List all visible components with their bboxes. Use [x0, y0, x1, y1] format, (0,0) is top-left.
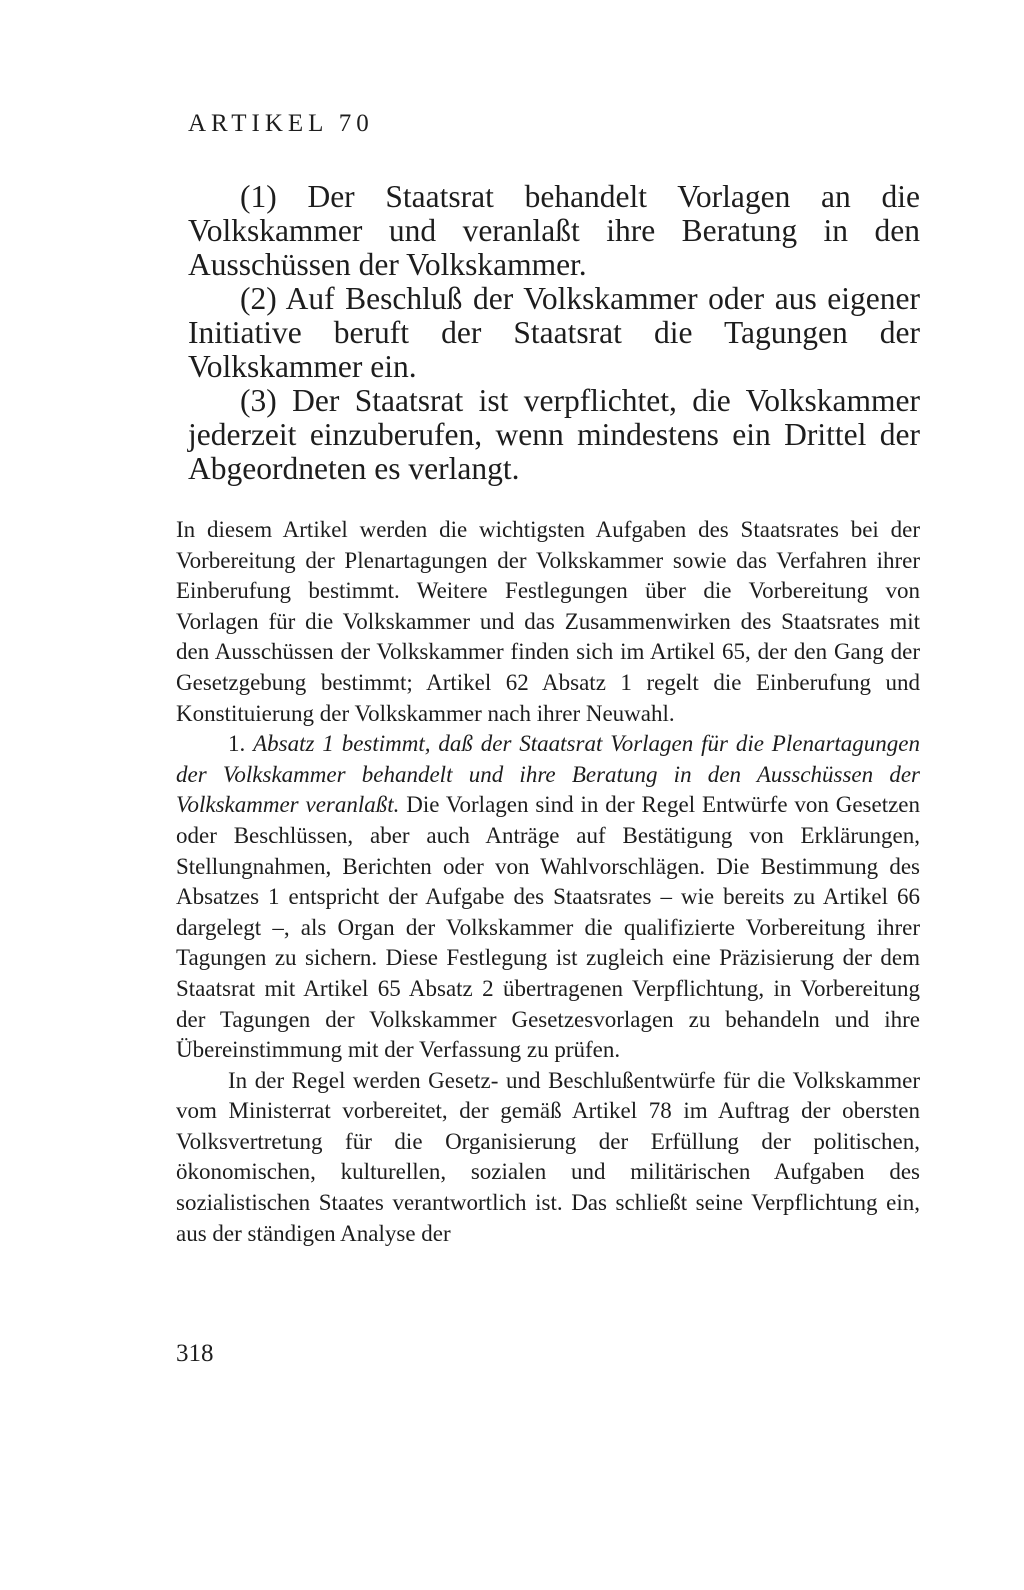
page-number: 318	[176, 1340, 214, 1367]
point-1-italic-text: Absatz 1 bestimmt, daß der Staatsrat Vorlagen für die Plenartagungen der Volkskammer behandelt und ihre Beratung in den Ausschüssen der Volkskammer veranlaßt.	[176, 731, 921, 818]
article-text	[188, 180, 920, 486]
commentary-point-1	[176, 729, 920, 1066]
article-paragraph-1: (1) Der Staatsrat behandelt Vorlagen an die Volkskammer und veranlaßt ihre Beratung in den Ausschüssen der Volkskammer.	[188, 179, 920, 282]
article-paragraph-2: (2) Auf Beschluß der Volkskammer oder aus eigener Initiative beruft der Staatsrat die Tagungen der Volkskammer ein.	[188, 281, 920, 384]
commentary-intro: In diesem Artikel werden die wichtigsten Aufgaben des Staatsrates bei der Vorbereitung der Plenartagungen der Volkskammer sowie das Verfahren ihrer Einberufung bestimmt. Weitere Festlegungen über die Vorbereitung von Vorlagen für die Volkskammer und das Zusammenwirken des Staatsrates mit den Ausschüssen der Volkskammer finden sich im Artikel 65, der den Gang der Gesetzgebung bestimmt; Artikel 62 Absatz 1 regelt die Einberufung und Konstituierung der Volkskammer nach ihrer Neuwahl.	[176, 517, 920, 726]
article-heading: ARTIKEL 70	[188, 110, 374, 137]
commentary	[176, 515, 920, 1249]
commentary-paragraph-2: In der Regel werden Gesetz- und Beschlußentwürfe für die Volkskammer vom Ministerrat vorbereitet, der gemäß Artikel 78 im Auftrag der obersten Volksvertretung für die Organisierung der Erfüllung der politischen, ökonomischen, kulturellen, sozialen und militärischen Aufgaben des sozialistischen Staates verantwortlich ist. Das schließt seine Verpflichtung ein, aus der ständigen Analyse der	[176, 1067, 920, 1246]
point-1-text: Die Vorlagen sind in der Regel Entwürfe von Gesetzen oder Beschlüssen, aber auch Anträge auf Bestätigung von Erklärungen, Stellungnahmen, Berichten oder von Wahlvorschlägen. Die Bestimmung des Absatzes 1 entspricht der Aufgabe des Staatsrates – wie bereits zu Artikel 66 dargelegt –, als Organ der Volkskammer die qualifizierte Vorbereitung ihrer Tagungen zu sichern. Diese Festlegung ist zugleich eine Präzisierung der dem Staatsrat mit Artikel 65 Absatz 2 übertragenen Verpflichtung, in Vorbereitung der Tagungen der Volkskammer Gesetzesvorlagen zu behandeln und ihre Übereinstimmung mit der Verfassung zu prüfen.	[176, 792, 920, 1063]
point-1-number: 1.	[228, 731, 246, 757]
article-paragraph-3: (3) Der Staatsrat ist verpflichtet, die Volkskammer jederzeit einzuberufen, wenn mindestens ein Drittel der Abgeordneten es verlangt.	[188, 383, 920, 486]
